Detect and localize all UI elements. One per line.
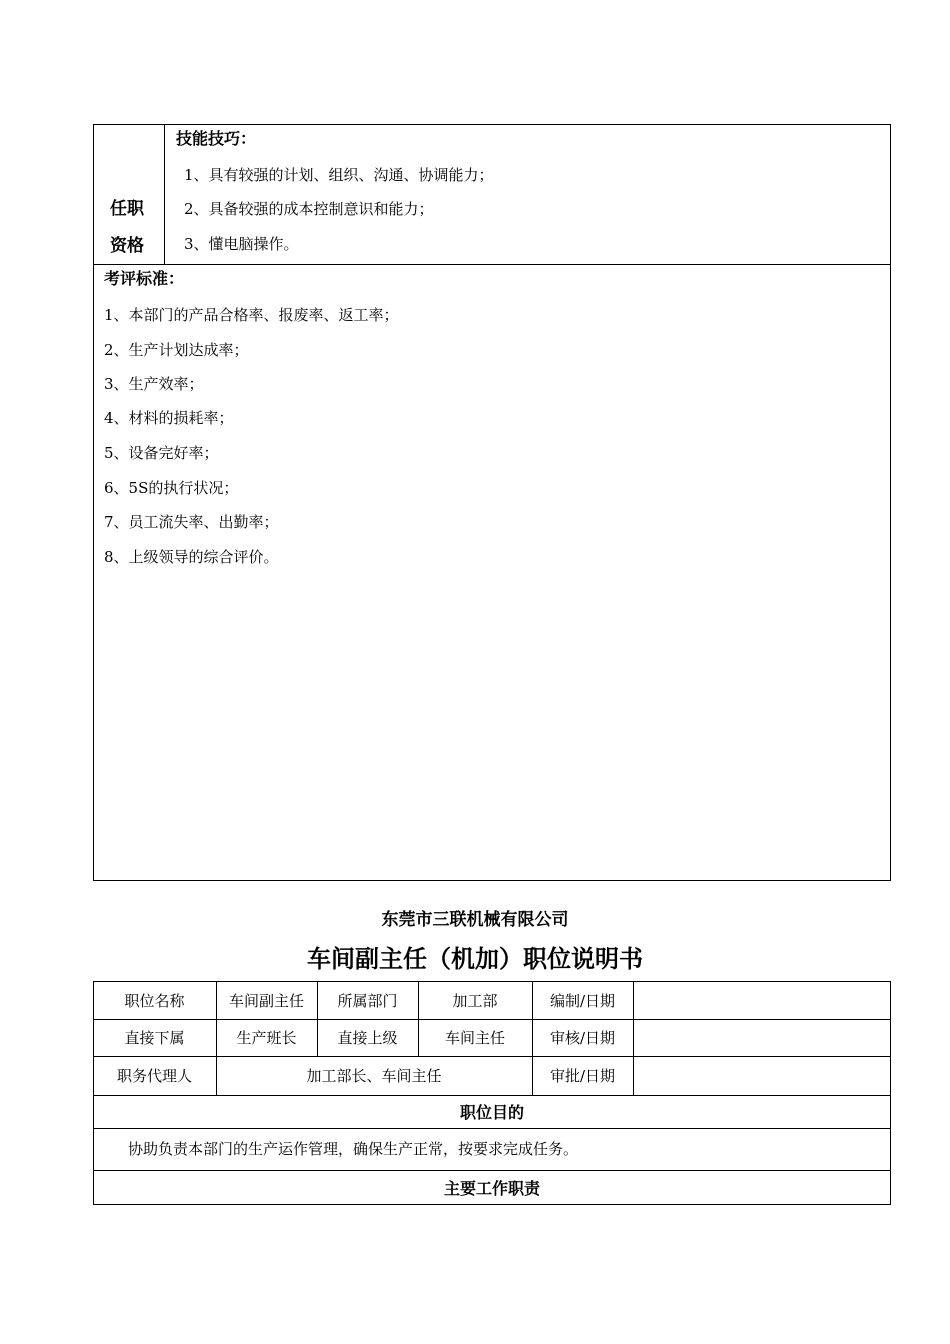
- value-position-name: 车间副主任: [228, 991, 304, 1010]
- evaluation-item: 1、本部门的产品合格率、报废率、返工率；: [104, 306, 399, 324]
- document-title: 车间副主任（机加）职位说明书: [307, 945, 643, 973]
- evaluation-item: 3、生产效率；: [104, 375, 204, 393]
- value-compile-date: [633, 981, 891, 1019]
- label-deputy: 职务代理人: [116, 1067, 192, 1085]
- value-department: 加工部: [452, 991, 498, 1010]
- qualification-divider: [164, 124, 165, 264]
- evaluation-item: 4、材料的损耗率；: [104, 409, 234, 427]
- evaluation-heading: 考评标准：: [104, 269, 185, 288]
- evaluation-item: 7、员工流失率、出勤率；: [104, 513, 279, 531]
- skills-heading: 技能技巧：: [176, 129, 257, 148]
- label-compile-date: 编制/日期: [549, 991, 616, 1010]
- company-name: 东莞市三联机械有限公司: [381, 910, 569, 930]
- skill-item: 2、具备较强的成本控制意识和能力；: [184, 200, 434, 218]
- evaluation-item: 8、上级领导的综合评价。: [104, 548, 279, 566]
- row-divider: [93, 1128, 891, 1129]
- value-deputy: 加工部长、车间主任: [306, 1067, 442, 1085]
- duties-heading: 主要工作职责: [443, 1179, 540, 1198]
- label-position-name: 职位名称: [124, 991, 185, 1010]
- label-approval-date: 审批/日期: [549, 1067, 616, 1085]
- purpose-heading: 职位目的: [459, 1103, 524, 1122]
- label-subordinate: 直接下属: [124, 1029, 185, 1047]
- evaluation-item: 5、设备完好率；: [104, 444, 219, 462]
- label-department: 所属部门: [337, 991, 398, 1010]
- value-subordinate: 生产班长: [236, 1029, 297, 1047]
- value-approval-date: [633, 1056, 891, 1095]
- skill-item: 3、懂电脑操作。: [184, 235, 299, 253]
- label-review-date: 审核/日期: [549, 1029, 616, 1047]
- evaluation-item: 2、生产计划达成率；: [104, 341, 249, 359]
- label-superior: 直接上级: [337, 1029, 398, 1047]
- value-superior: 车间主任: [444, 1029, 505, 1047]
- skill-item: 1、具有较强的计划、组织、沟通、协调能力；: [184, 166, 494, 184]
- evaluation-item: 6、5S的执行状况；: [104, 479, 239, 497]
- value-review-date: [633, 1019, 891, 1056]
- purpose-text: 协助负责本部门的生产运作管理，确保生产正常，按要求完成任务。: [128, 1140, 579, 1158]
- evaluation-divider: [93, 264, 891, 265]
- qualification-label-1: 任职: [110, 199, 144, 219]
- qualification-label-2: 资格: [110, 236, 144, 256]
